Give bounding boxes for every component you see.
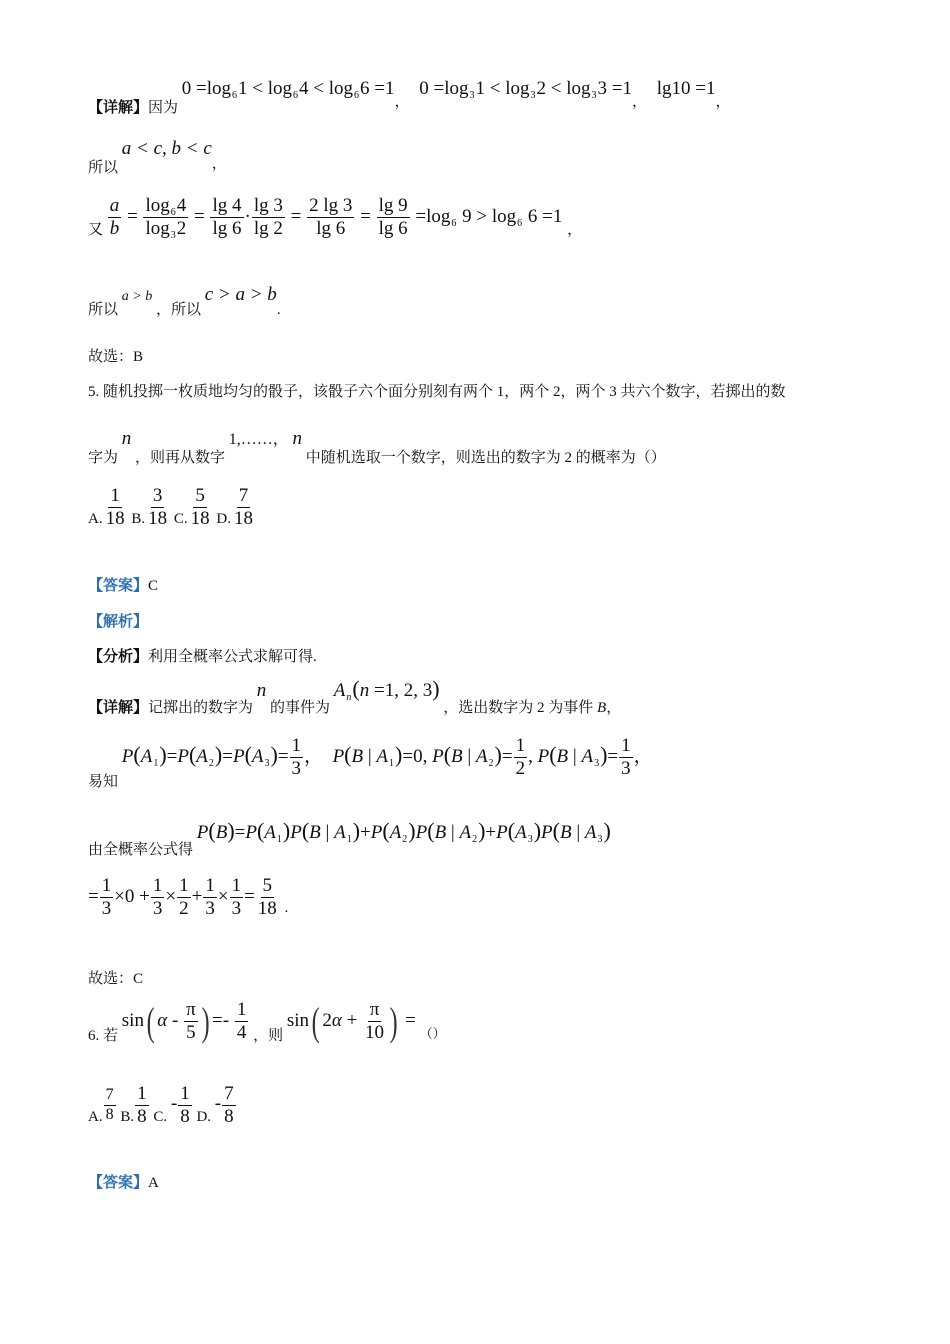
q6-opt-d: D. - $\frac{7}{8}$	[196, 1083, 234, 1127]
so-line-2: 所以 a > b ，所以 c > a > b.	[88, 284, 281, 318]
q6-answer-value: A	[148, 1175, 159, 1191]
a-gt-b: a > b	[121, 289, 153, 304]
x1: 记掷出的数字为	[148, 700, 254, 716]
sin-expr-2: sin( 2α + $\frac{\pi}{10}$ ) =	[286, 999, 416, 1044]
q5-opt-b: B. $\frac{3}{18}$	[131, 485, 168, 529]
c-gt-a-gt-b: c > a > b	[204, 284, 277, 305]
detail-tag: 【详解】	[88, 100, 149, 116]
calc-render: = $\frac{1}{3}$ ×0 + $\frac{1}{3}$ × $\frac{1}{2}$ + $\frac{1}{3}$ × $\frac{1}{3}$ = $\frac{5}{18}$	[88, 875, 277, 919]
q6-opt-a: A. $\frac{7}{8}$	[88, 1086, 114, 1125]
q5-answer	[88, 574, 158, 595]
event-a-render: $A_n(n =1$, 2, 3)	[333, 676, 440, 703]
prob-render: $P(A_1)=P(A_2)=P(A_3)=$ $\frac{1}{3}$ ， P(B | $A_1)=0$, P(B | $A_2)=$ $\frac{1}{2}$ , P(B | $A_3)=$ $\frac{1}{3}$ ，	[121, 735, 653, 779]
q6-stem	[88, 998, 446, 1045]
q6-text2: ，则	[253, 1027, 284, 1044]
q5-detail: 【详解】记掷出的数字为 n 的事件为 $A_n(n =1$, 2, 3) ，选出数字为 2 为事件 B，	[88, 676, 622, 716]
yizhi: 易知	[88, 773, 119, 790]
ratio-line: 又 $\frac{a}{b}$ = $\frac{\log_64}{\log_32}$ = $\frac{\lg 4}{\lg 6}$ · $\frac{\lg 3}{\lg 2}$ = $\frac{2 \lg 3}{\lg 6}$ = $\frac{\lg 9}{\lg 6}$ $=\log_6$ $9 > \log_6 6 =1$ ，	[88, 195, 583, 241]
so-text-2: 所以	[88, 302, 119, 318]
q6-opt-b: B. $\frac{1}{8}$	[120, 1083, 147, 1127]
you-text: 又	[88, 221, 104, 238]
q6-text3: （）	[419, 1025, 446, 1041]
q6-opt-c: C. - $\frac{1}{8}$	[153, 1083, 190, 1127]
q5-opt-d: D. $\frac{7}{18}$	[216, 485, 253, 529]
q6-answer-tag: 【答案】	[88, 1175, 149, 1191]
so-text-3: ，所以	[155, 302, 201, 318]
q5-total	[88, 818, 611, 858]
q6-options	[88, 1084, 237, 1127]
choose-c: 故选：C	[88, 971, 144, 987]
total-prob-render: $P(B)=P(A_1)P(B$ | $A_1)+P(A_2)P(B$ | $A_2)+P(A_3)P(B$ | $A_3$)	[196, 818, 611, 845]
lg10-render: lg10 =1	[656, 78, 716, 99]
q5-analysis-tag: 【解析】	[88, 614, 149, 630]
q5-yizhi	[88, 735, 653, 790]
fenxi-tag: 【分析】	[88, 649, 149, 665]
so-line-1: 所以 a < c, b < c，	[88, 138, 227, 176]
q5-options	[88, 486, 256, 529]
q5-line-1: 5. 随机投掷一枚质地均匀的骰子，该骰子六个面分别刻有两个 1，两个 2，两个 3 共六个数字，若掷出的数	[88, 384, 786, 400]
var-n: n	[121, 428, 132, 449]
range: 1,……，	[228, 431, 289, 448]
quan: 由全概率公式得	[88, 842, 194, 858]
q5-l2c: 中随机选取一个数字，则选出的数字为 2 的概率为（）	[305, 450, 666, 466]
q5-calc: = $\frac{1}{3}$ ×0 + $\frac{1}{3}$ × $\frac{1}{2}$ + $\frac{1}{3}$ × $\frac{1}{3}$ = $\frac{5}{18}$ .	[88, 875, 289, 919]
so-text: 所以	[88, 160, 119, 176]
ineq-render: a < c, b < c	[121, 138, 212, 159]
log6-chain-render: $0 =\log_61 < \log_64 < \log_66 =1$	[181, 78, 395, 101]
q5-opt-c: C. $\frac{5}{18}$	[173, 485, 210, 529]
q6-answer	[88, 1171, 159, 1192]
q6-text1: 6. 若	[88, 1027, 119, 1044]
x3: ，选出数字为 2 为事件	[443, 700, 594, 716]
detail-line-1: 【详解】因为 $0 =\log_61 < \log_64 < \log_66 =1$， $0 =\log_31 < \log_32 < \log_33 =1$， lg10 =1，	[88, 78, 731, 116]
xiangjie-tag: 【详解】	[88, 700, 149, 716]
choose-b: 故选：B	[88, 349, 144, 365]
detail-text: 因为	[148, 100, 179, 116]
q5-fenxi	[88, 645, 317, 666]
answer: C	[148, 578, 159, 594]
sin-expr-1: sin( α - $\frac{\pi}{5}$ ) =- $\frac{1}{4}$	[121, 999, 247, 1044]
var-n-2: n	[292, 428, 303, 449]
log3-chain-render: $0 =\log_31 < \log_32 < \log_33 =1$	[419, 78, 632, 101]
ratio-render: $\frac{a}{b}$ = $\frac{\log_64}{\log_32}$ = $\frac{\lg 4}{\lg 6}$ · $\frac{\lg 3}{\lg 2}$ = $\frac{2 \lg 3}{\lg 6}$ = $\frac{\lg 9}{\lg 6}$ $=\log_6$ $9 > \log_6 6 =1$	[109, 195, 568, 241]
q5-l2a: 字为	[88, 450, 119, 466]
answer-tag: 【答案】	[88, 578, 149, 594]
q5-l2b: ，则再从数字	[135, 450, 226, 466]
fenxi: 利用全概率公式求解可得.	[148, 649, 317, 665]
x2: 的事件为	[270, 700, 331, 716]
q5-line-2	[88, 426, 666, 466]
q5-opt-a: A. $\frac{1}{18}$	[88, 485, 125, 529]
